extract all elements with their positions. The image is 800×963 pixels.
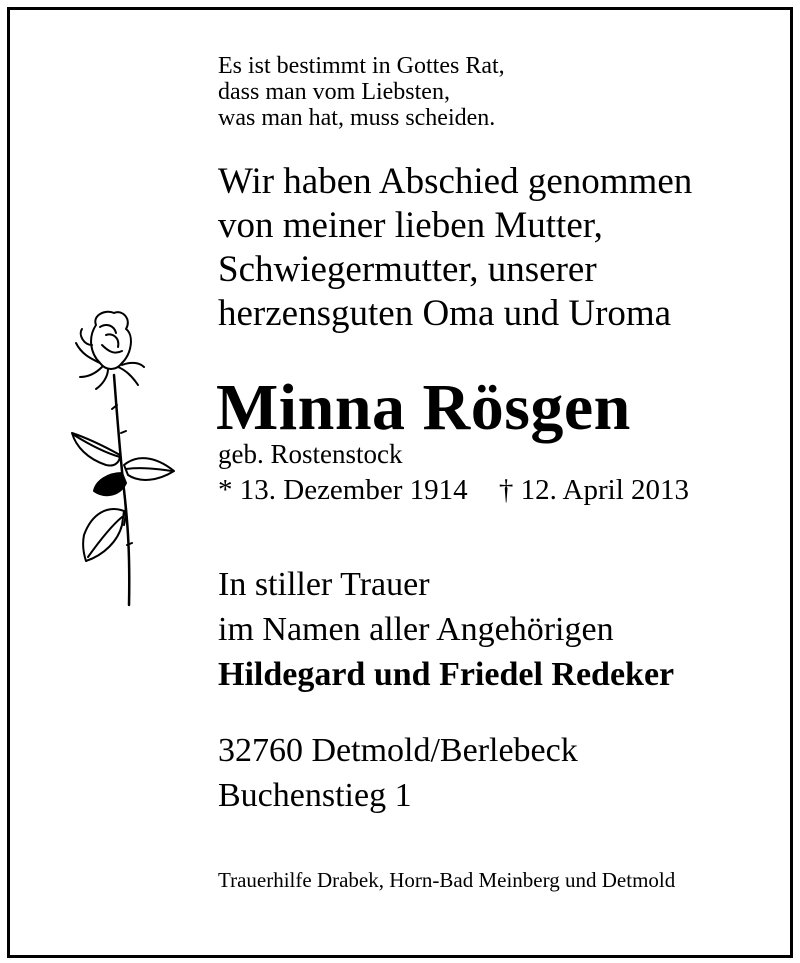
mourners xyxy=(218,562,674,697)
mourning-line: im Namen aller Angehörigen xyxy=(218,611,614,648)
address-street: Buchenstieg 1 xyxy=(218,777,412,814)
address-city: 32760 Detmold/Berlebeck xyxy=(218,732,578,769)
verse-line: dass man vom Liebsten, xyxy=(218,79,450,105)
undertaker-line: Trauerhilfe Drabek, Horn-Bad Meinberg und Detmold xyxy=(218,868,676,892)
maiden-name: geb. Rostenstock xyxy=(218,439,403,469)
mourning-line: In stiller Trauer xyxy=(218,566,430,603)
intro-line: Schwiegermutter, unserer xyxy=(218,249,597,290)
intro-line: herzensguten Oma und Uroma xyxy=(218,293,672,334)
intro-line: Wir haben Abschied genommen xyxy=(218,161,693,202)
rose-icon xyxy=(62,305,187,615)
signers: Hildegard und Friedel Redeker xyxy=(218,656,675,693)
verse xyxy=(218,53,505,131)
life-dates xyxy=(218,472,689,508)
deceased-name: Minna Rösgen xyxy=(216,371,631,444)
birth-date: * 13. Dezember 1914 xyxy=(218,474,468,506)
verse-line: Es ist bestimmt in Gottes Rat, xyxy=(218,53,505,79)
address xyxy=(218,728,578,818)
intro-text xyxy=(218,160,692,336)
death-date: † 12. April 2013 xyxy=(498,474,690,506)
intro-line: von meiner lieben Mutter, xyxy=(218,205,603,246)
verse-line: was man hat, muss scheiden. xyxy=(218,105,496,131)
